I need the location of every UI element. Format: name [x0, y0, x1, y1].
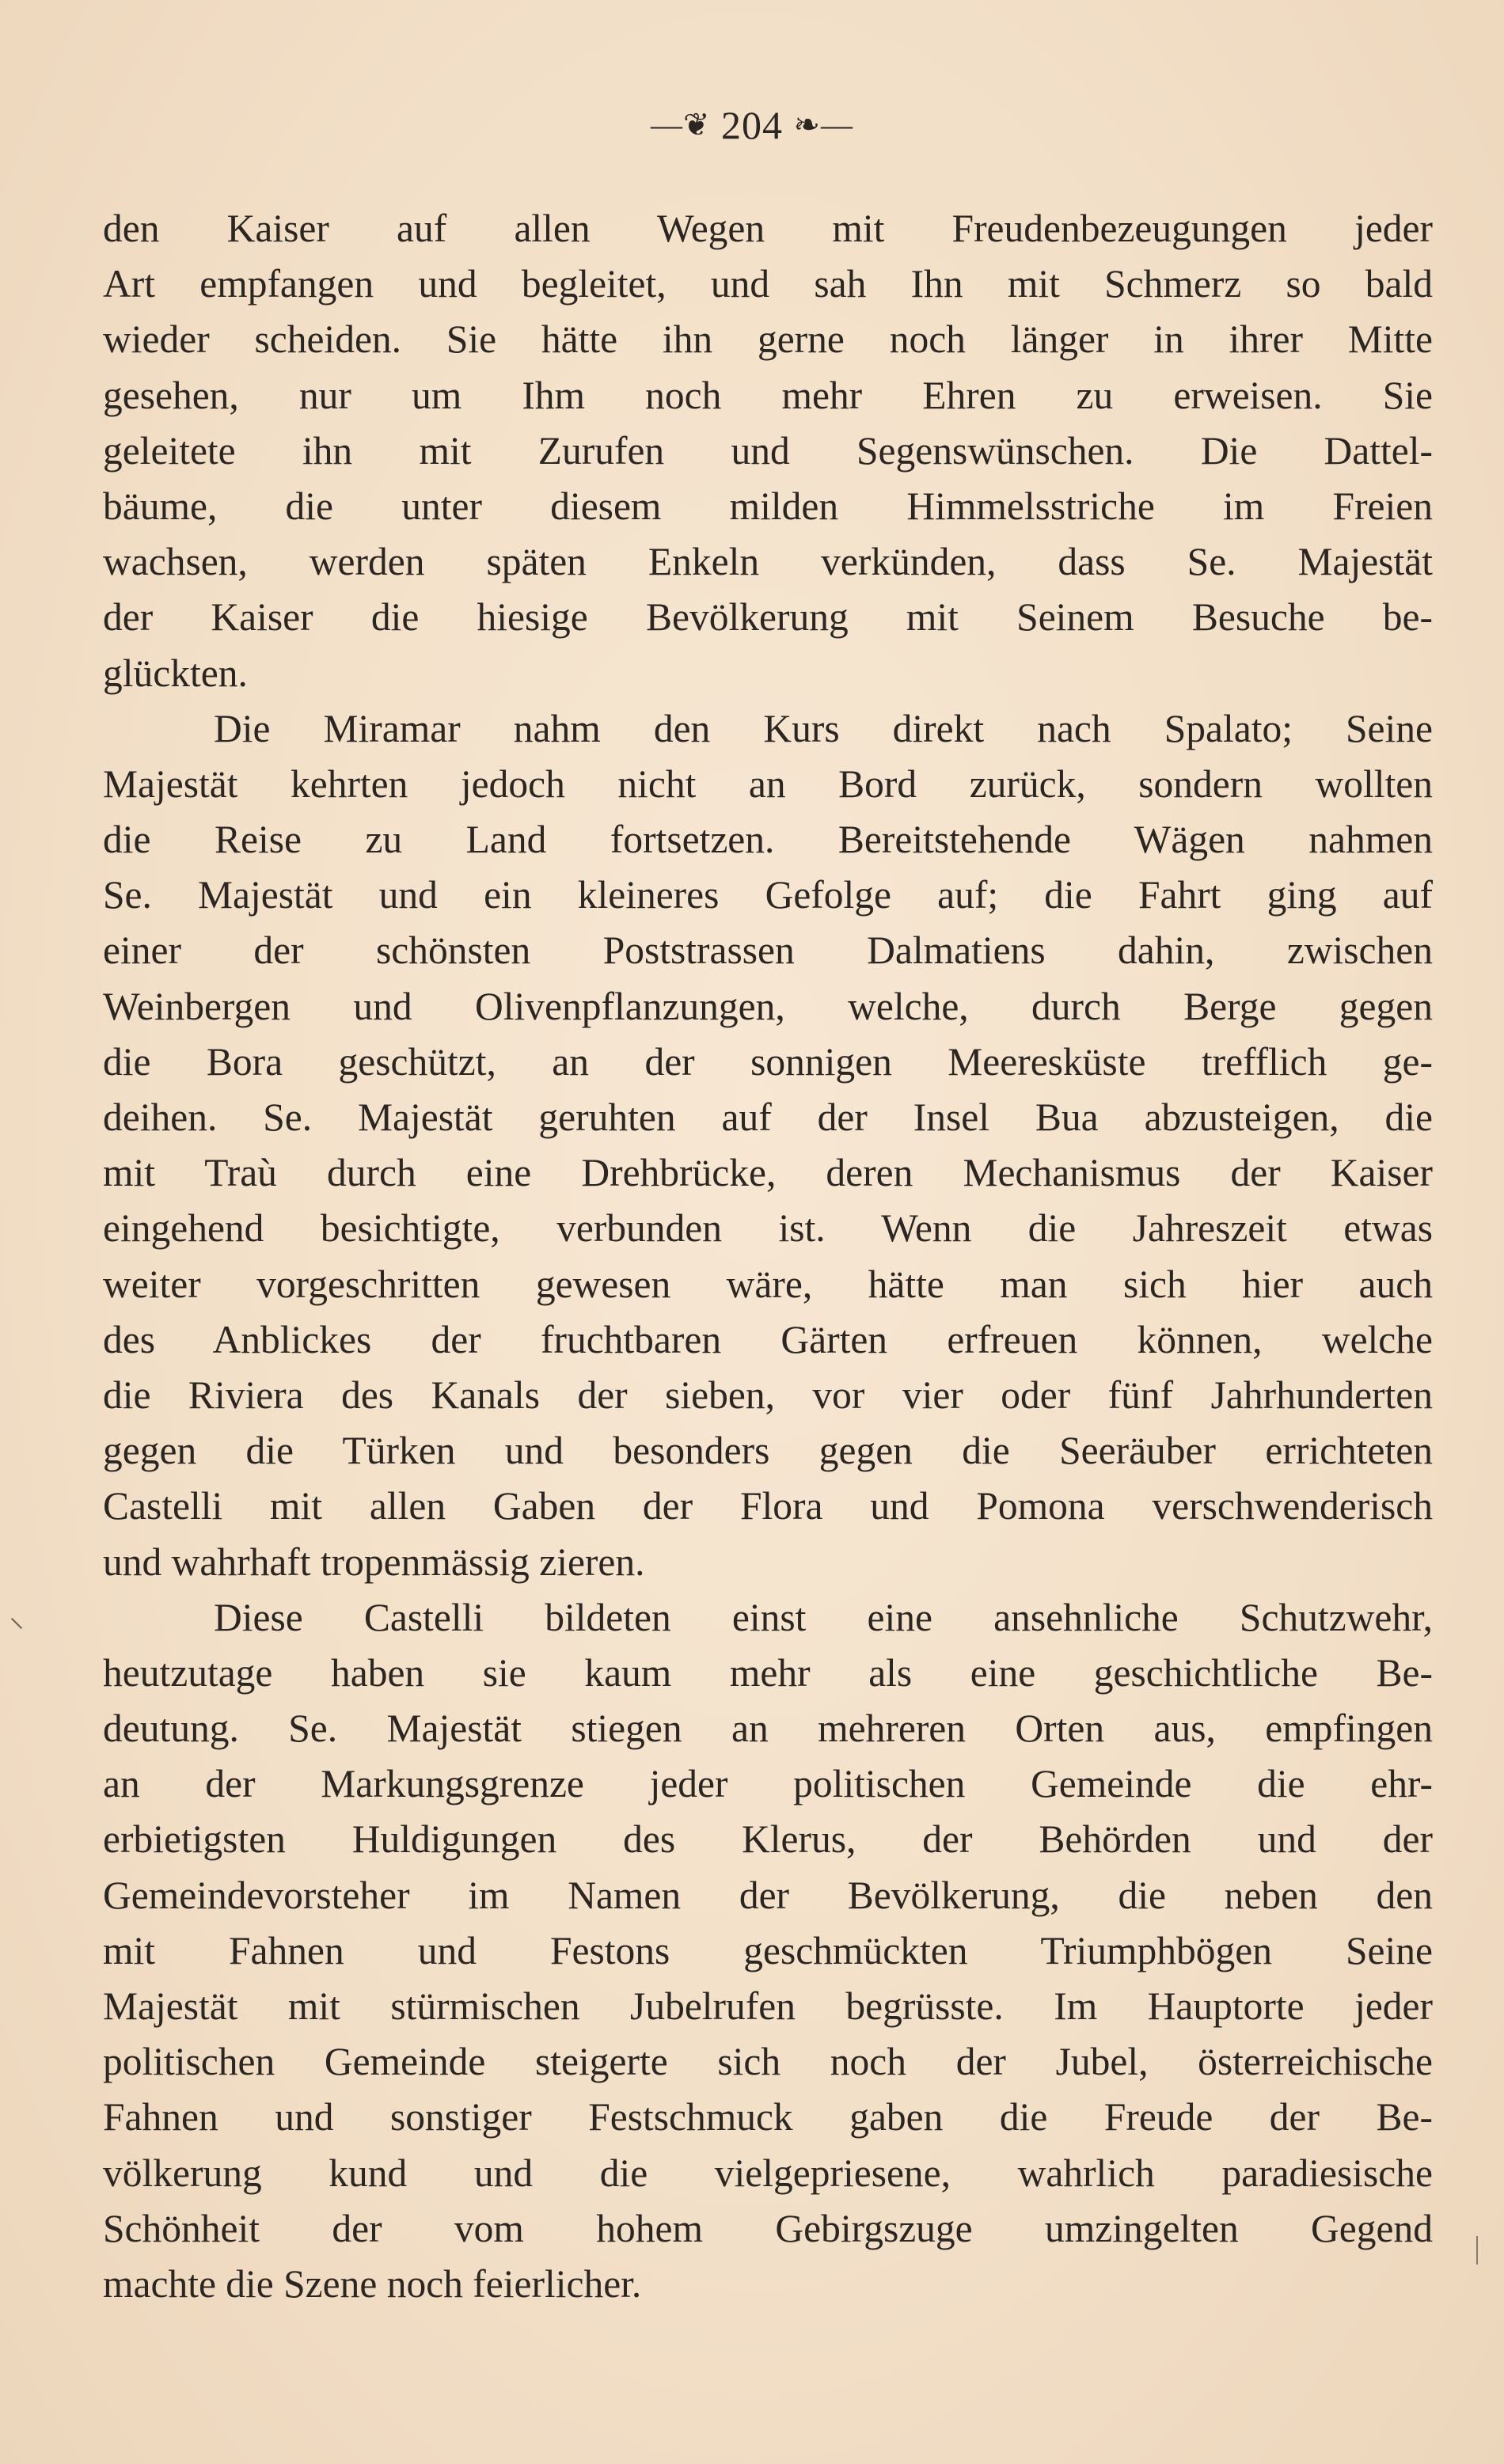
text-line: Weinbergen und Olivenpflanzungen, welche, durch Berge gegen — [103, 984, 1433, 1028]
text-line: gegen die Türken und besonders gegen die Seeräuber errichteten — [103, 1429, 1433, 1473]
text-line: den Kaiser auf allen Wegen mit Freudenbezeugungen jeder — [103, 207, 1433, 250]
text-line: machte die Szene noch feierlicher. — [103, 2261, 642, 2306]
right-ornament-icon: ❧— — [793, 107, 854, 142]
text-line: an der Markungsgrenze jeder politischen Gemeinde die ehr- — [103, 1762, 1433, 1806]
text-line: Diese Castelli bildeten einst eine ansehnliche Schutzwehr, — [214, 1595, 1433, 1639]
page-header — [0, 101, 1504, 149]
text-line: glückten. — [103, 651, 248, 695]
text-line: Gemeindevorsteher im Namen der Bevölkerung, die neben den — [103, 1873, 1433, 1917]
text-line: mit Fahnen und Festons geschmückten Triumphbögen Seine — [103, 1928, 1433, 1972]
text-line: die Reise zu Land fortsetzen. Bereitstehende Wägen nahmen — [103, 818, 1433, 862]
text-line: Se. Majestät und ein kleineres Gefolge auf; die Fahrt ging auf — [103, 873, 1433, 917]
text-line: mit Traù durch eine Drehbrücke, deren Mechanismus der Kaiser — [103, 1151, 1433, 1195]
text-line: weiter vorgeschritten gewesen wäre, hätte man sich hier auch — [103, 1262, 1433, 1306]
paragraph-1 — [103, 201, 1433, 701]
text-line: geleitete ihn mit Zurufen und Segenswünschen. Die Dattel- — [103, 428, 1433, 473]
text-line: des Anblickes der fruchtbaren Gärten erfreuen können, welche — [103, 1317, 1433, 1361]
text-line: und wahrhaft tropenmässig zieren. — [103, 1540, 645, 1584]
left-ornament-icon: —❦ — [650, 107, 711, 142]
text-line: Schönheit der vom hohem Gebirgszuge umzingelten Gegend — [103, 2206, 1433, 2250]
text-line: bäume, die unter diesem milden Himmelsstriche im Freien — [103, 484, 1433, 528]
paragraph-2 — [103, 701, 1433, 1590]
text-line: politischen Gemeinde steigerte sich noch der Jubel, österreichische — [103, 2040, 1433, 2084]
text-line: Art empfangen und begleitet, und sah Ihn mit Schmerz so bald — [103, 262, 1433, 306]
text-line: Majestät mit stürmischen Jubelrufen begrüsste. Im Hauptorte jeder — [103, 1984, 1433, 2028]
text-line: Majestät kehrten jedoch nicht an Bord zurück, sondern wollten — [103, 761, 1433, 806]
text-line: völkerung kund und die vielgepriesene, wahrlich paradiesische — [103, 2151, 1433, 2195]
text-line: die Bora geschützt, an der sonnigen Meeresküste trefflich ge- — [103, 1039, 1433, 1084]
text-line: deihen. Se. Majestät geruhten auf der Insel Bua abzusteigen, die — [103, 1095, 1433, 1139]
text-line: erbietigsten Huldigungen des Klerus, der Behörden und der — [103, 1817, 1433, 1862]
text-line: die Riviera des Kanals der sieben, vor vier oder fünf Jahrhunderten — [103, 1372, 1433, 1417]
text-line: deutung. Se. Majestät stiegen an mehreren Orten aus, empfingen — [103, 1707, 1433, 1751]
margin-pencil-mark — [11, 1618, 22, 1629]
page-number: 204 — [721, 103, 783, 147]
text-line: der Kaiser die hiesige Bevölkerung mit Seinem Besuche be- — [103, 595, 1433, 640]
text-line: heutzutage haben sie kaum mehr als eine geschichtliche Be- — [103, 1650, 1433, 1695]
paragraph-3 — [103, 1590, 1433, 2312]
text-line: Die Miramar nahm den Kurs direkt nach Spalato; Seine — [214, 706, 1433, 750]
text-line: wieder scheiden. Sie hätte ihn gerne noch länger in ihrer Mitte — [103, 317, 1433, 362]
body-text — [103, 201, 1433, 2312]
text-line: wachsen, werden späten Enkeln verkünden, dass Se. Majestät — [103, 540, 1433, 584]
text-line: einer der schönsten Poststrassen Dalmatiens dahin, zwischen — [103, 928, 1433, 973]
text-line: eingehend besichtigte, verbunden ist. Wenn die Jahreszeit etwas — [103, 1206, 1433, 1251]
text-line: gesehen, nur um Ihm noch mehr Ehren zu erweisen. Sie — [103, 373, 1433, 417]
edge-pencil-mark — [1476, 2236, 1478, 2265]
text-line: Fahnen und sonstiger Festschmuck gaben die Freude der Be- — [103, 2095, 1433, 2139]
text-line: Castelli mit allen Gaben der Flora und Pomona verschwenderisch — [103, 1484, 1433, 1528]
